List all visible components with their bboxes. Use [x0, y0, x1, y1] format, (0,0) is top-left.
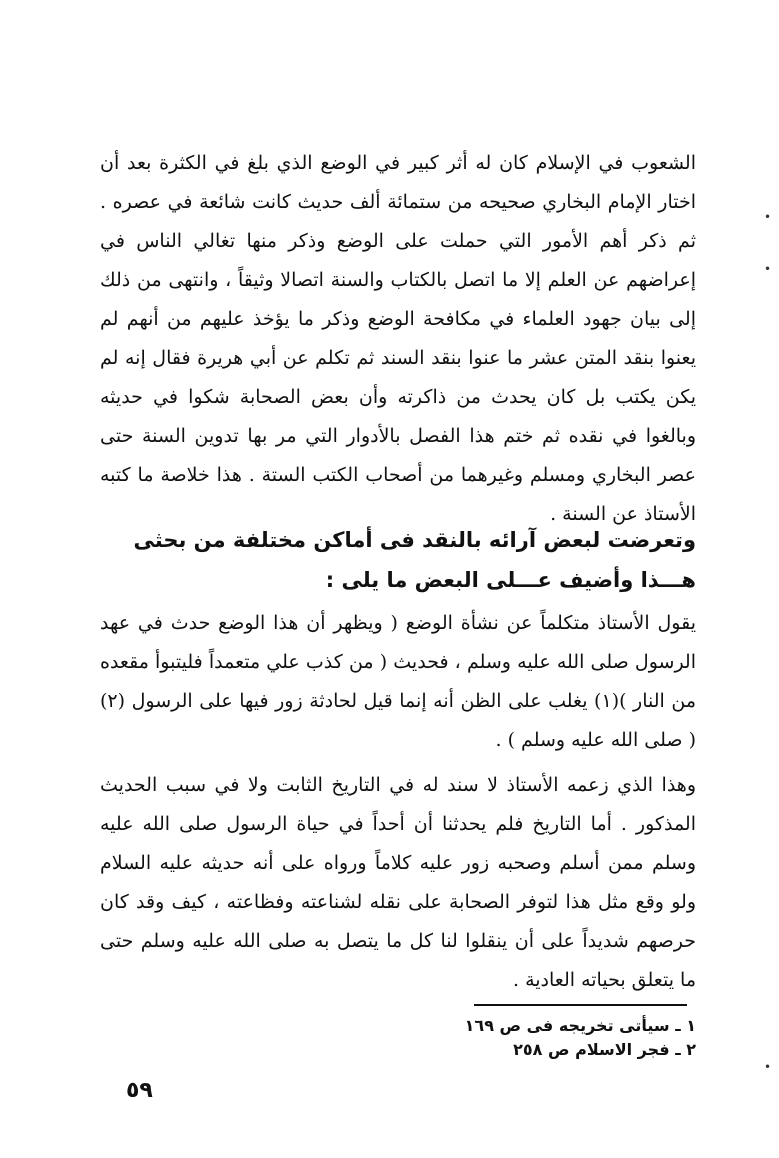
paragraph-summary: الشعوب في الإسلام كان له أثر كبير في الوضع الذي بلغ في الكثرة بعد أن اختار الإمام البخاري صحيحه من ستمائة ألف حديث كانت شائعة في عصره . ثم ذكر أهم الأمور التي حملت على الوضع وذكر منها تغالي الناس في إعراضهم عن العلم إلا ما اتصل بالكتاب والسنة اتصالا وثيقاً ، وانتهى من ذلك إلى بيان جهود العلماء في مكافحة الوضع وذكر ما يؤخذ عليهم من أنهم لم يعنوا بنقد المتن عشر ما عنوا بنقد السند ثم تكلم عن أبي هريرة فقال إنه لم يكن يكتب بل كان يحدث من ذاكرته وأن بعض الصحابة شكوا في حديثه وبالغوا في نقده ثم ختم هذا الفصل بالأدوار التي مر بها تدوين السنة حتى عصر البخاري ومسلم وغيرهما من أصحاب الكتب الستة . هذا خلاصة ما كتبه الأستاذ عن السنة .: [100, 152, 696, 525]
paragraph-rebuttal: وهذا الذي زعمه الأستاذ لا سند له في التاريخ الثابت ولا في سبب الحديث المذكور . أما التاريخ فلم يحدثنا أن أحداً في حياة الرسول صلى الله عليه وسلم ممن أسلم وصحبه زور عليه كلاماً ورواه على أنه حديثه عليه السلام ولو وقع مثل هذا لتوفر الصحابة على نقله لشناعته وفظاعته ، كيف وقد كان حرصهم شديداً على أن ينقلوا لنا كل ما يتصل به صلى الله عليه وسلم حتى ما يتعلق بحياته العادية .: [100, 774, 696, 991]
footnote-2: ٢ ـ فجر الاسلام ص ٢٥٨: [513, 1040, 696, 1059]
section-heading: وتعرضت لبعض آرائه بالنقد فى أماكن مختلفة من بحثى هـــذا وأضيف عـــلى البعض ما يلى :: [133, 528, 696, 592]
footnotes: [300, 1014, 696, 1062]
paragraph-quote: يقول الأستاذ متكلماً عن نشأة الوضع ( ويظهر أن هذا الوضع حدث في عهد الرسول صلى الله عليه وسلم ، فحديث ( من كذب علي متعمداً فليتبوأ مقعده من النار )(١) يغلب على الظن أنه إنما قيل لحادثة زور فيها على الرسول (٢) ( صلى الله عليه وسلم ) .: [100, 612, 697, 751]
margin-mark: •: [764, 1060, 772, 1074]
margin-mark: •: [764, 210, 772, 224]
footnote-divider: [474, 1004, 687, 1006]
page-number: ٥٩: [126, 1078, 153, 1103]
margin-mark: •: [764, 262, 772, 276]
footnote-1: ١ ـ سيأتى تخريجه فى ص ١٦٩: [464, 1016, 696, 1035]
